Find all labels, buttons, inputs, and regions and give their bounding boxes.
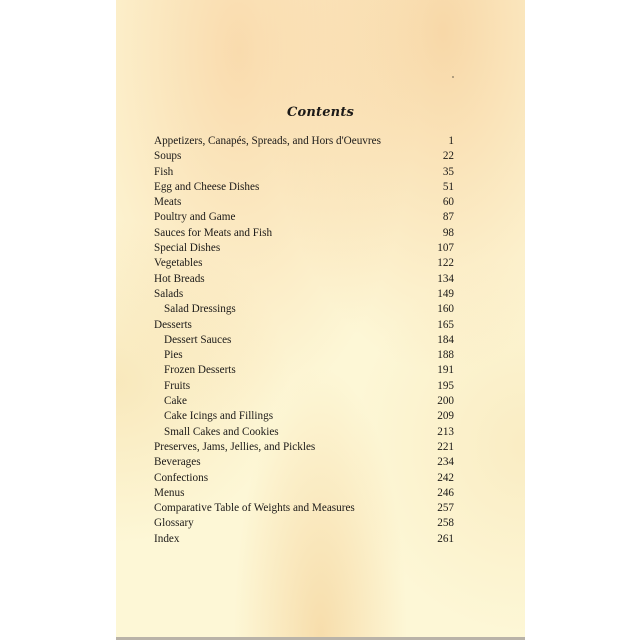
toc-entry-label: Sauces for Meats and Fish <box>154 226 273 239</box>
toc-entry-label: Index <box>154 532 180 545</box>
paper-speck <box>452 76 454 78</box>
table-of-contents <box>154 134 454 547</box>
toc-subentry <box>154 394 454 409</box>
toc-entry-page: 242 <box>437 471 454 484</box>
toc-entry-page: 257 <box>437 502 454 515</box>
toc-entry <box>154 241 454 256</box>
toc-entry <box>154 440 454 455</box>
toc-entry-label: Fruits <box>164 379 191 392</box>
toc-entry-label: Poultry and Game <box>154 211 236 224</box>
toc-entry-page: 234 <box>437 456 454 469</box>
toc-subentry <box>154 348 454 363</box>
toc-entry-label: Appetizers, Canapés, Spreads, and Hors d'Oeuvres <box>154 135 381 147</box>
toc-entry-label: Salad Dressings <box>164 303 236 316</box>
toc-entry-label: Vegetables <box>154 257 203 270</box>
toc-entry-page: 51 <box>442 180 454 193</box>
toc-entry-page: 22 <box>442 150 454 163</box>
toc-entry-page: 160 <box>437 303 454 316</box>
toc-entry-page: 261 <box>437 532 454 545</box>
toc-entry-page: 60 <box>442 196 454 209</box>
toc-subentry <box>154 363 454 378</box>
toc-entry-page: 188 <box>437 349 454 362</box>
toc-subentry <box>154 379 454 394</box>
toc-subentry <box>154 409 454 424</box>
toc-entry-label: Small Cakes and Cookies <box>164 425 279 438</box>
toc-entry-page: 134 <box>437 272 454 285</box>
toc-entry <box>154 471 454 486</box>
toc-entry-page: 258 <box>437 517 454 530</box>
toc-entry-label: Cake Icings and Fillings <box>164 410 274 423</box>
toc-entry-page: 246 <box>437 486 454 499</box>
toc-entry-page: 1 <box>448 135 454 147</box>
toc-entry-page: 98 <box>442 226 454 239</box>
toc-entry-page: 195 <box>437 379 454 392</box>
toc-entry-page: 209 <box>437 410 454 423</box>
toc-entry-label: Cake <box>164 395 187 408</box>
toc-subentry <box>154 333 454 348</box>
toc-entry-page: 87 <box>442 211 454 224</box>
toc-entry <box>154 532 454 547</box>
toc-entry-label: Special Dishes <box>154 242 221 255</box>
toc-entry-page: 107 <box>437 242 454 255</box>
toc-entry-label: Desserts <box>154 318 192 331</box>
toc-entry <box>154 226 454 241</box>
toc-entry-label: Egg and Cheese Dishes <box>154 180 260 193</box>
toc-entry-page: 200 <box>437 395 454 408</box>
toc-entry <box>154 501 454 516</box>
toc-entry-label: Glossary <box>154 517 194 530</box>
toc-entry-label: Pies <box>164 349 183 362</box>
toc-entry-label: Hot Breads <box>154 272 205 285</box>
toc-entry <box>154 272 454 287</box>
toc-entry-label: Preserves, Jams, Jellies, and Pickles <box>154 440 316 453</box>
toc-entry-page: 35 <box>442 165 454 178</box>
toc-entry <box>154 210 454 225</box>
toc-entry-label: Meats <box>154 196 182 209</box>
toc-entry-page: 184 <box>437 333 454 346</box>
toc-entry-label: Dessert Sauces <box>164 333 232 346</box>
toc-entry <box>154 134 454 149</box>
toc-subentry <box>154 425 454 440</box>
toc-entry-page: 221 <box>437 440 454 453</box>
toc-entry-label: Fish <box>154 165 174 178</box>
toc-subentry <box>154 302 454 317</box>
toc-entry <box>154 149 454 164</box>
toc-entry <box>154 287 454 302</box>
toc-entry <box>154 318 454 333</box>
toc-entry-label: Beverages <box>154 456 201 469</box>
toc-entry-label: Frozen Desserts <box>164 364 236 377</box>
book-page <box>116 0 525 637</box>
toc-entry-page: 191 <box>437 364 454 377</box>
toc-entry-label: Menus <box>154 486 185 499</box>
toc-entry-page: 165 <box>437 318 454 331</box>
toc-entry <box>154 180 454 195</box>
contents-title: Contents <box>286 105 355 120</box>
toc-entry-page: 149 <box>437 287 454 300</box>
toc-entry-label: Salads <box>154 287 184 300</box>
toc-entry <box>154 165 454 180</box>
toc-entry <box>154 455 454 470</box>
toc-entry-label: Comparative Table of Weights and Measures <box>154 502 355 515</box>
toc-entry-label: Soups <box>154 150 182 163</box>
toc-entry-label: Confections <box>154 471 209 484</box>
toc-entry <box>154 516 454 531</box>
toc-entry <box>154 486 454 501</box>
toc-entry-page: 213 <box>437 425 454 438</box>
toc-entry <box>154 195 454 210</box>
toc-entry <box>154 256 454 271</box>
toc-entry-page: 122 <box>437 257 454 270</box>
